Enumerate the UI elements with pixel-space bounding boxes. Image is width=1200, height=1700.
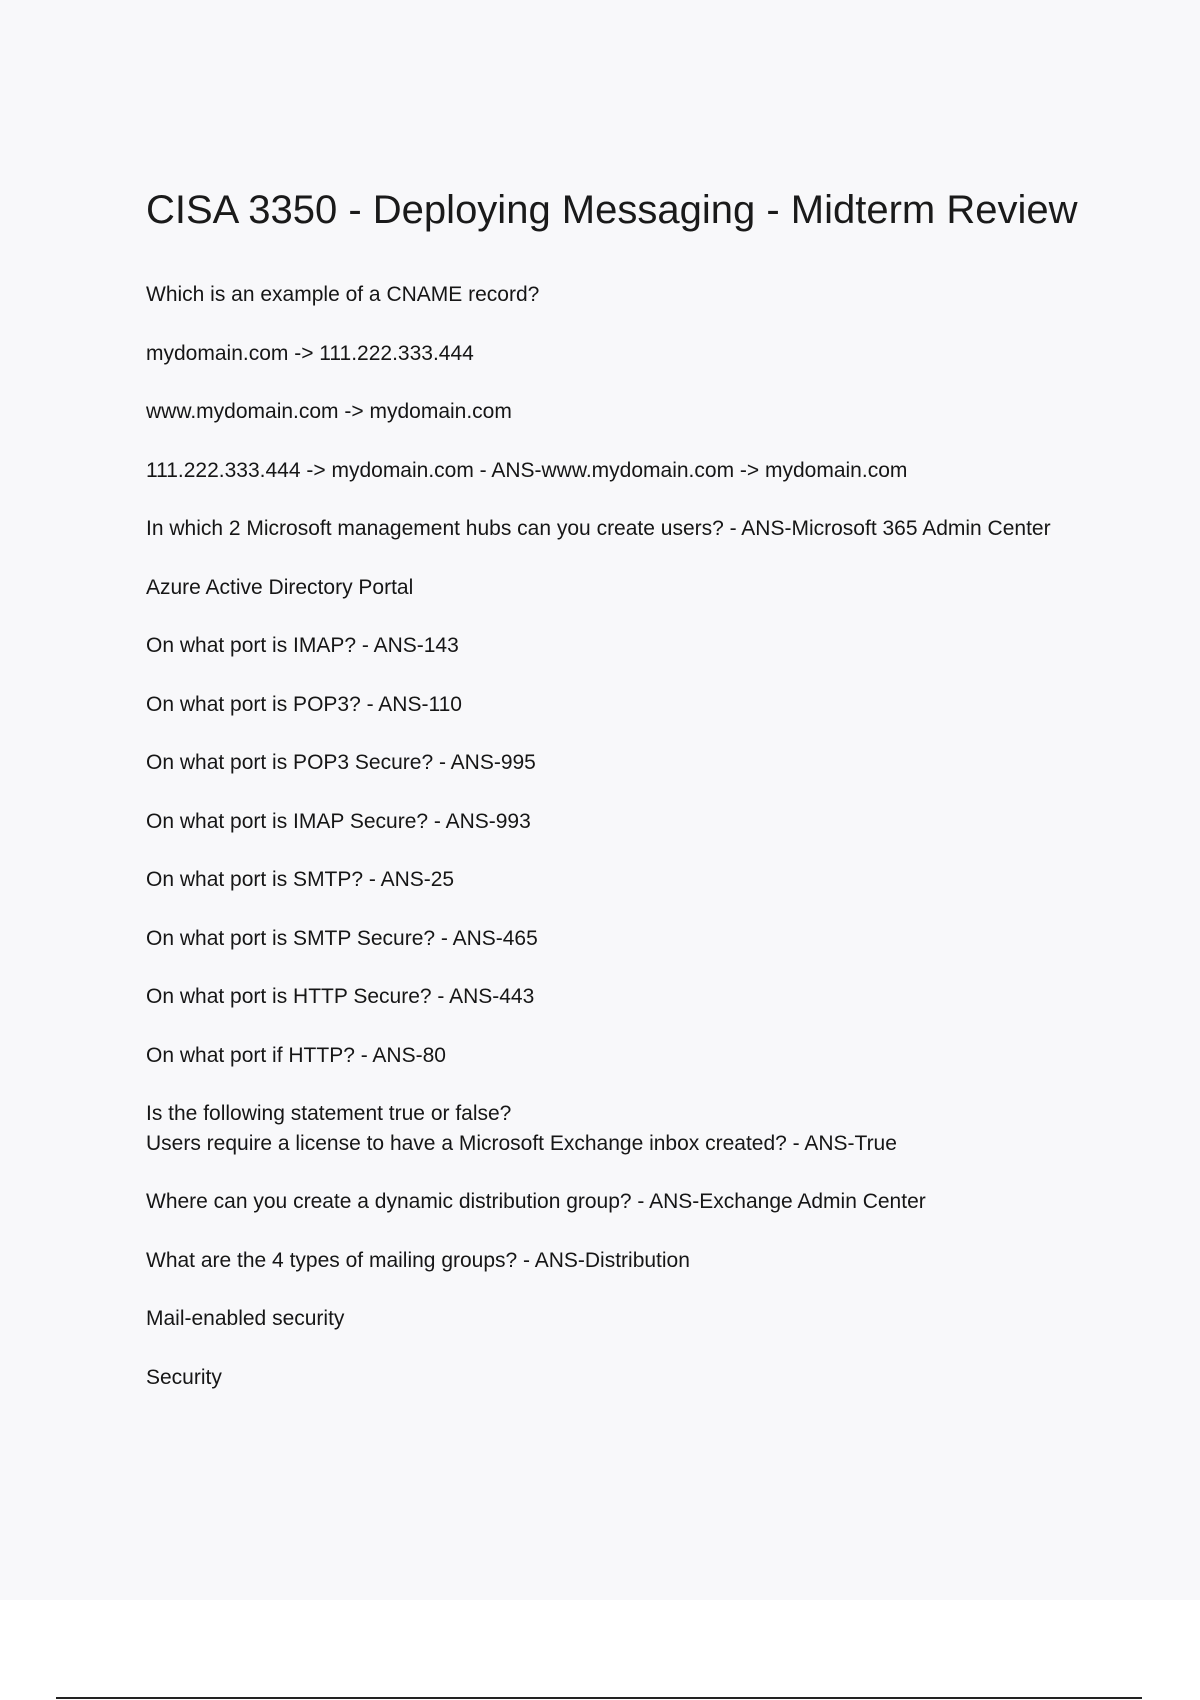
- review-line: 111.222.333.444 -> mydomain.com - ANS-www.mydomain.com -> mydomain.com: [146, 458, 908, 482]
- review-content: [146, 280, 1066, 1421]
- review-line: Is the following statement true or false? Users require a license to have a Microsoft Exchange inbox created? - ANS-True: [146, 1102, 897, 1155]
- review-line: Where can you create a dynamic distribution group? - ANS-Exchange Admin Center: [146, 1190, 926, 1213]
- review-line: On what port is IMAP? - ANS-143: [146, 634, 459, 657]
- bottom-divider: [56, 1697, 1142, 1699]
- review-line: On what port if HTTP? - ANS-80: [146, 1043, 446, 1067]
- review-line: On what port is HTTP Secure? - ANS-443: [146, 985, 535, 1008]
- review-line: mydomain.com -> 111.222.333.444: [146, 341, 474, 365]
- review-line: Azure Active Directory Portal: [146, 575, 414, 599]
- review-line: Mail-enabled security: [146, 1307, 345, 1330]
- review-line: Security: [146, 1365, 222, 1389]
- review-line: On what port is IMAP Secure? - ANS-993: [146, 809, 531, 833]
- review-line: On what port is POP3? - ANS-110: [146, 692, 462, 716]
- page-title: CISA 3350 - Deploying Messaging - Midterm Review: [146, 188, 1078, 232]
- review-line: On what port is SMTP? - ANS-25: [146, 868, 455, 891]
- review-line: www.mydomain.com -> mydomain.com: [146, 400, 512, 423]
- review-line: Which is an example of a CNAME record?: [146, 283, 540, 306]
- review-line: In which 2 Microsoft management hubs can you create users? - ANS-Microsoft 365 Admin Center: [146, 517, 1051, 540]
- review-line: On what port is SMTP Secure? - ANS-465: [146, 926, 538, 950]
- review-line: What are the 4 types of mailing groups? - ANS-Distribution: [146, 1248, 690, 1272]
- review-line: On what port is POP3 Secure? - ANS-995: [146, 751, 536, 774]
